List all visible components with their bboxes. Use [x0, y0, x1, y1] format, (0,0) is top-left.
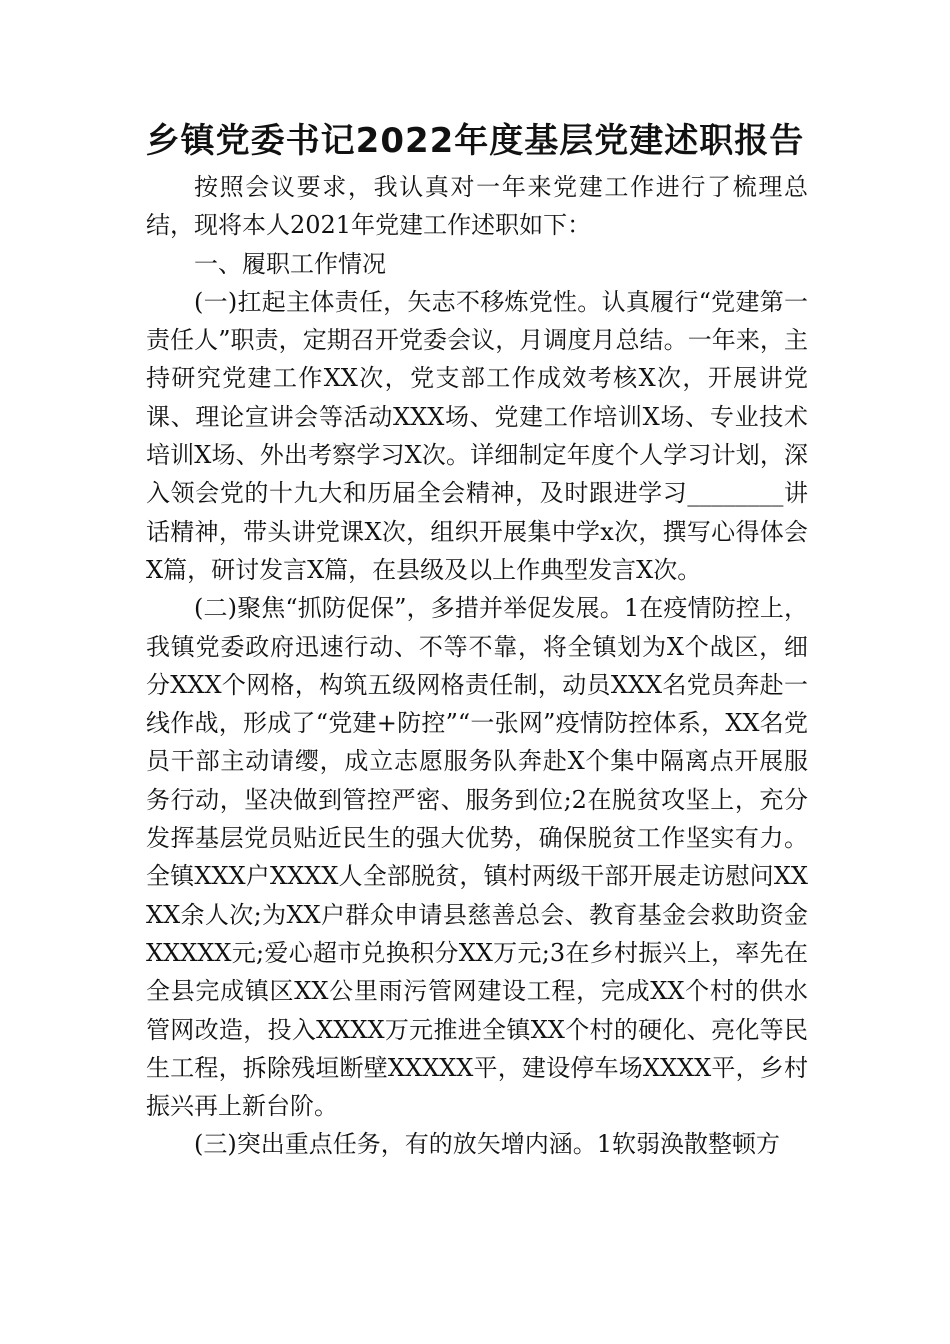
- paragraph-responsibility: (一)扛起主体责任，矢志不移炼党性。认真履行“党建第一责任人”职责，定期召开党委会议，月调度月总结。一年来，主持研究党建工作XX次，党支部工作成效考核X次，开展讲党课、理论宣讲会等活动XXX场、党建工作培训X场、专业技术培训X场、外出考察学习X次。详细制定年度个人学习计划，深入领会党的十九大和历届全会精神，及时跟进学习________讲话精神，带头讲党课X次，组织开展集中学x次，撰写心得体会X篇，研讨发言X篇，在县级及以上作典型发言X次。: [146, 287, 808, 584]
- paragraph-key-tasks: (三)突出重点任务，有的放矢增内涵。1软弱涣散整顿方: [194, 1130, 780, 1159]
- document-body: [146, 168, 808, 1164]
- paragraph-intro: 按照会议要求，我认真对一年来党建工作进行了梳理总结，现将本人2021年党建工作述职如下：: [146, 173, 808, 240]
- document-title: 乡镇党委书记2022年度基层党建述职报告: [145, 121, 805, 161]
- section-heading-1: 一、履职工作情况: [194, 249, 386, 278]
- paragraph-development: (二)聚焦“抓防促保”，多措并举促发展。1在疫情防控上，我镇党委政府迅速行动、不等不靠，将全镇划为X个战区，细分XXX个网格，构筑五级网格责任制，动员XXX名党员奔赴一线作战，形成了“党建+防控”“一张网”疫情防控体系，XX名党员干部主动请缨，成立志愿服务队奔赴X个集中隔离点开展服务行动，坚决做到管控严密、服务到位;2在脱贫攻坚上，充分发挥基层党员贴近民生的强大优势，确保脱贫工作坚实有力。全镇XXX户XXXX人全部脱贫，镇村两级干部开展走访慰问XXXX余人次;为XX户群众申请县慈善总会、教育基金会救助资金XXXXX元;爱心超市兑换积分XX万元;3在乡村振兴上，率先在全县完成镇区XX公里雨污管网建设工程，完成XX个村的供水管网改造，投入XXXX万元推进全镇XX个村的硬化、亮化等民生工程，拆除残垣断壁XXXXX平，建设停车场XXXX平，乡村振兴再上新台阶。: [146, 594, 808, 1121]
